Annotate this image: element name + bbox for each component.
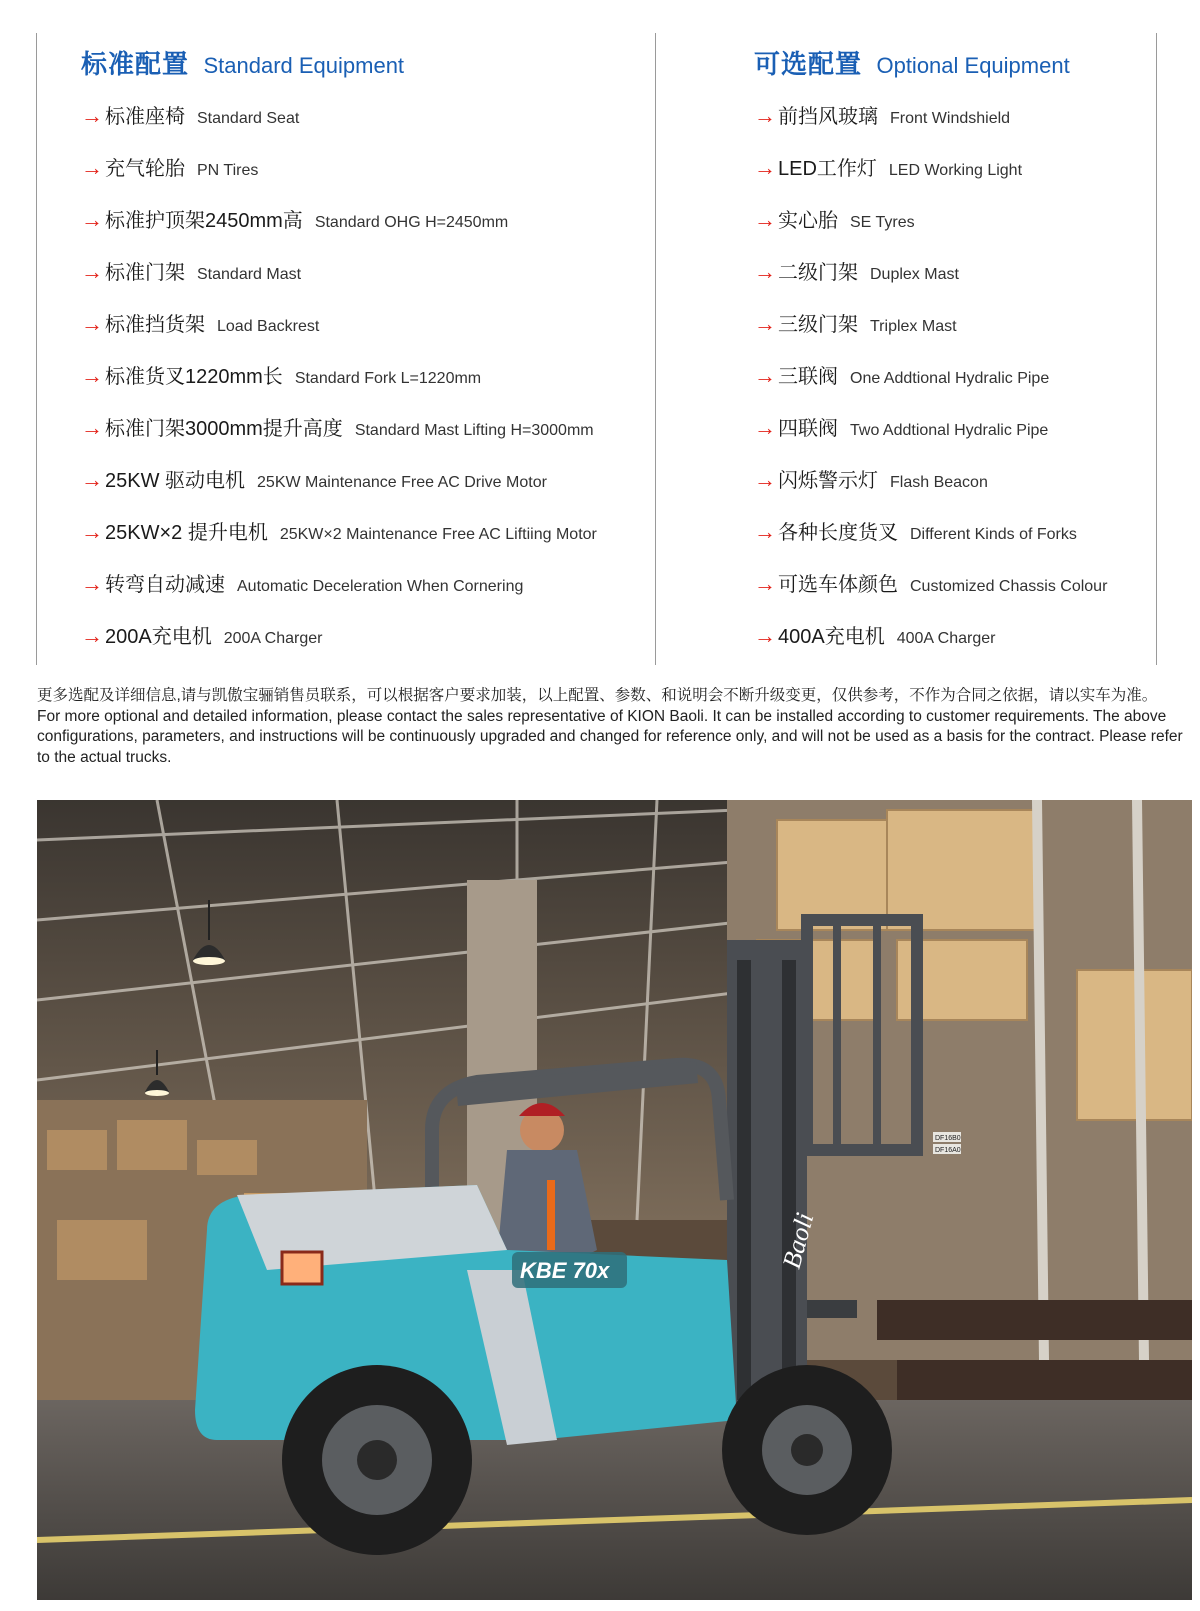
optional-item (754, 460, 1174, 512)
arrow-right-icon: → (81, 467, 103, 492)
optional-item (754, 148, 1174, 200)
item-label-en: 200A Charger (223, 630, 323, 647)
item-label-cn: 25KW×2 提升电机 (105, 522, 268, 544)
standard-item (81, 304, 661, 356)
item-label-en: Automatic Deceleration When Cornering (237, 578, 524, 595)
arrow-right-icon: → (754, 259, 776, 284)
item-label-cn: 400A充电机 (778, 626, 885, 648)
item-label-cn: 标准挡货架 (105, 314, 205, 336)
standard-item (81, 96, 661, 148)
standard-item (81, 200, 661, 252)
arrow-right-icon: → (81, 103, 103, 128)
arrow-right-icon: → (81, 415, 103, 440)
arrow-right-icon: → (81, 519, 103, 544)
item-label-cn: 二级门架 (778, 262, 858, 284)
arrow-right-icon: → (754, 623, 776, 648)
item-label-cn: 标准门架 (105, 262, 185, 284)
optional-item (754, 252, 1174, 304)
optional-item (754, 356, 1174, 408)
item-label-en: Front Windshield (890, 110, 1011, 127)
item-label-cn: 转弯自动减速 (105, 574, 225, 596)
item-label-en: One Addtional Hydralic Pipe (850, 370, 1050, 387)
item-label-en: Standard OHG H=2450mm (314, 214, 509, 231)
item-label-en: Different Kinds of Forks (910, 526, 1077, 543)
standard-equipment-section (81, 42, 661, 668)
left-border-line (36, 33, 37, 665)
item-label-cn: 可选车体颜色 (778, 574, 898, 596)
optional-item (754, 564, 1174, 616)
item-label-en: Duplex Mast (870, 266, 959, 283)
item-label-en: Standard Fork L=1220mm (294, 370, 482, 387)
item-label-en: Standard Mast Lifting H=3000mm (354, 422, 594, 439)
standard-equipment-title (81, 42, 661, 86)
df-label-1: DF16B0 (935, 1135, 961, 1142)
item-label-en: 400A Charger (896, 630, 996, 647)
arrow-right-icon: → (81, 623, 103, 648)
item-label-en: Load Backrest (217, 318, 320, 335)
rear-wheel-icon (282, 1365, 472, 1555)
standard-item (81, 616, 661, 668)
optional-item (754, 304, 1174, 356)
item-label-cn: 标准护顶架2450mm高 (105, 210, 303, 232)
item-label-en: 25KW Maintenance Free AC Drive Motor (257, 474, 547, 491)
disclaimer-en: For more optional and detailed information, please contact the sales representative of KION Baoli. It can be installed according to customer requirements. The above configurations, parameters, and instructions will be continuously upgraded and changed for reference only, and will not be used as a basis for the contract. Please refer to the actual trucks. (37, 707, 1183, 766)
arrow-right-icon: → (754, 415, 776, 440)
optional-item (754, 616, 1174, 668)
standard-item (81, 252, 661, 304)
arrow-right-icon: → (81, 259, 103, 284)
item-label-cn: 实心胎 (778, 210, 838, 232)
model-badge-text: KBE 70x (520, 1258, 610, 1283)
item-label-en: PN Tires (197, 162, 259, 179)
arrow-right-icon: → (754, 155, 776, 180)
optional-equipment-section (754, 42, 1174, 668)
optional-item (754, 408, 1174, 460)
disclaimer-notes (37, 686, 1192, 768)
fork (807, 1300, 857, 1318)
standard-item (81, 356, 661, 408)
arrow-right-icon: → (754, 103, 776, 128)
item-label-en: Triplex Mast (870, 318, 957, 335)
arrow-right-icon: → (754, 467, 776, 492)
baoli-mast-logo: Baoli (776, 1209, 820, 1272)
item-label-en: SE Tyres (850, 214, 915, 231)
optional-equipment-list (754, 96, 1174, 668)
item-label-en: Two Addtional Hydralic Pipe (850, 422, 1049, 439)
item-label-cn: 前挡风玻璃 (778, 106, 878, 128)
front-wheel-icon (722, 1365, 892, 1535)
optional-item (754, 96, 1174, 148)
item-label-cn: 三级门架 (778, 314, 858, 336)
item-label-cn: 四联阀 (778, 418, 838, 440)
arrow-right-icon: → (754, 311, 776, 336)
optional-item (754, 200, 1174, 252)
standard-item (81, 564, 661, 616)
standard-item (81, 148, 661, 200)
item-label-cn: 标准货叉1220mm长 (105, 366, 283, 388)
standard-item (81, 460, 661, 512)
arrow-right-icon: → (81, 311, 103, 336)
item-label-en: Standard Mast (197, 266, 302, 283)
item-label-cn: 三联阀 (778, 366, 838, 388)
item-label-en: LED Working Light (888, 162, 1023, 179)
item-label-cn: 25KW 驱动电机 (105, 470, 246, 492)
item-label-cn: LED工作灯 (778, 158, 877, 180)
item-label-cn: 各种长度货叉 (778, 522, 898, 544)
standard-equipment-list (81, 96, 661, 668)
optional-title-en: Optional Equipment (876, 53, 1070, 78)
optional-item (754, 512, 1174, 564)
item-label-cn: 充气轮胎 (105, 158, 185, 180)
arrow-right-icon: → (81, 155, 103, 180)
standard-title-cn: 标准配置 (81, 49, 190, 79)
arrow-right-icon: → (754, 363, 776, 388)
standard-title-en: Standard Equipment (203, 53, 405, 78)
arrow-right-icon: → (81, 207, 103, 232)
df-label-2: DF16A0 (935, 1147, 961, 1154)
tail-light-icon (282, 1252, 322, 1284)
disclaimer-cn: 更多选配及详细信息,请与凯傲宝骊销售员联系，可以根据客户要求加装，以上配置、参数、和说明会不断升级变更，仅供参考，不作为合同之依据，请以实车为准。 (37, 687, 1158, 704)
item-label-cn: 200A充电机 (105, 626, 212, 648)
item-label-cn: 闪烁警示灯 (778, 470, 878, 492)
optional-equipment-title (754, 42, 1174, 86)
standard-item (81, 408, 661, 460)
standard-item (81, 512, 661, 564)
arrow-right-icon: → (81, 363, 103, 388)
arrow-right-icon: → (754, 571, 776, 596)
item-label-en: Customized Chassis Colour (910, 578, 1108, 595)
forklift-illustration (37, 800, 1192, 1600)
forklift-warehouse-photo (37, 800, 1192, 1600)
arrow-right-icon: → (81, 571, 103, 596)
item-label-en: Flash Beacon (890, 474, 988, 491)
item-label-en: 25KW×2 Maintenance Free AC Liftiing Motor (279, 526, 597, 543)
arrow-right-icon: → (754, 207, 776, 232)
item-label-cn: 标准门架3000mm提升高度 (105, 418, 343, 440)
optional-title-cn: 可选配置 (754, 49, 863, 79)
item-label-cn: 标准座椅 (105, 106, 185, 128)
item-label-en: Standard Seat (197, 110, 300, 127)
arrow-right-icon: → (754, 519, 776, 544)
